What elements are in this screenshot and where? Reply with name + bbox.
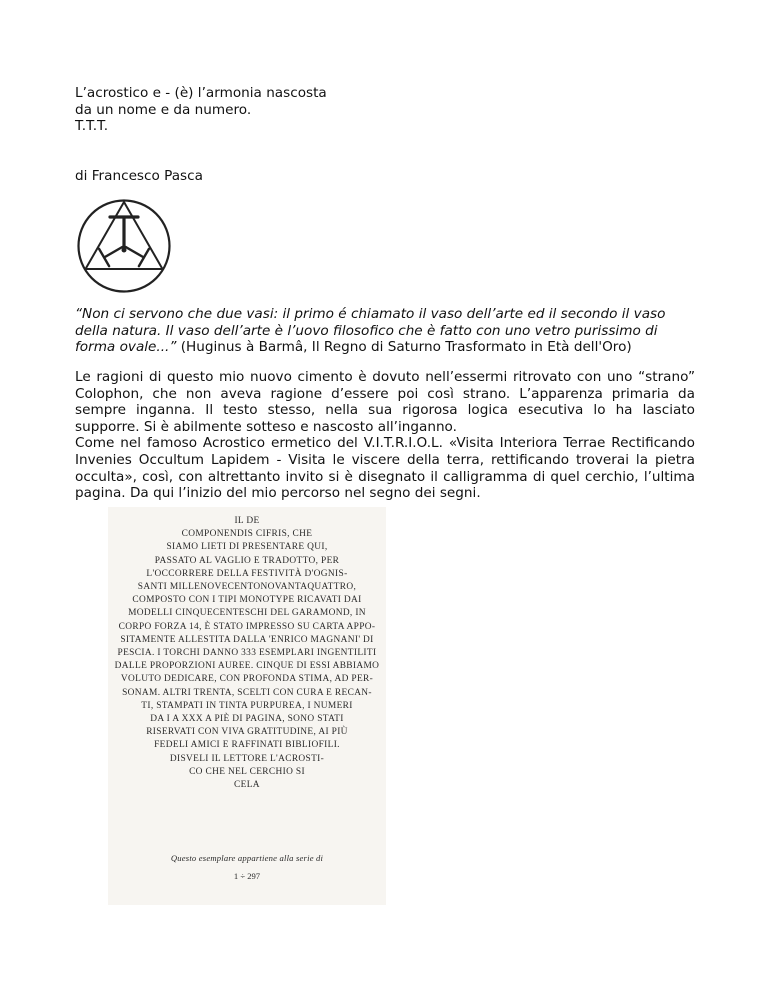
colophon-line: SIAMO LIETI DI PRESENTARE QUI,	[166, 542, 328, 553]
colophon-text	[108, 515, 386, 792]
title-line-2: da un nome e da numero.	[75, 101, 252, 118]
colophon-line: CELA	[234, 780, 260, 791]
colophon-line: DA I A XXX A PIÈ DI PAGINA, SONO STATI	[150, 714, 344, 725]
series-note: Questo esemplare appartiene alla serie di	[170, 853, 324, 863]
colophon-line: SITAMENTE ALLESTITA DALLA 'ENRICO MAGNANI' DI	[120, 634, 374, 645]
colophon-line: DALLE PROPORZIONI AUREE. CINQUE DI ESSI ABBIAMO	[114, 661, 380, 672]
colophon-line: IL DE	[234, 516, 260, 526]
colophon-line: CORPO FORZA 14, È STATO IMPRESSO SU CARTA APPO-	[118, 621, 376, 632]
colophon-line: COMPONENDIS CIFRIS, CHE	[181, 529, 313, 540]
colophon-line: TI, STAMPATI IN TINTA PURPUREA, I NUMERI	[141, 700, 353, 711]
epigraph-quote	[75, 306, 695, 356]
colophon-line: COMPOSTO CON I TIPI MONOTYPE RICAVATI DAI	[132, 595, 362, 606]
colophon-line: RISERVATI CON VIVA GRATITUDINE, AI PIÙ	[146, 727, 348, 738]
colophon-line: PESCIA. I TORCHI DANNO 333 ESEMPLARI INGENTILITI	[117, 648, 377, 659]
title-block	[75, 85, 327, 135]
quote-text: “Non ci servono che due vasi: il primo é chiamato il vaso dell’arte ed il secondo il vaso della natura. Il vaso dell’arte è l’uovo filosofico che è fatto con uno vetro purissimo di forma ovale...”	[75, 306, 666, 356]
colophon-line: DISVELI IL LETTORE L'ACROSTI-	[169, 753, 325, 764]
colophon-line: VOLUTO DEDICARE, CON PROFONDA STIMA, AD PER-	[120, 674, 374, 685]
body-text	[75, 369, 695, 502]
colophon-line: FEDELI AMICI E RAFFINATI BIBLIOFILI.	[154, 740, 340, 751]
colophon-line: SONAM. ALTRI TRENTA, SCELTI CON CURA E RECAN-	[122, 687, 372, 698]
colophon-line: MODELLI CINQUECENTESCHI DEL GARAMOND, IN	[128, 608, 366, 619]
colophon-line: SANTI MILLENOVECENTONOVANTAQUATTRO,	[137, 582, 357, 593]
triangle-circle-t-emblem-icon	[76, 198, 172, 294]
title-line-3: T.T.T.	[75, 118, 109, 135]
colophon-line: PASSATO AL VAGLIO E TRADOTTO, PER	[154, 555, 340, 566]
colophon-scan	[108, 507, 386, 905]
author-line: di Francesco Pasca	[75, 168, 203, 184]
colophon-line: L'OCCORRERE DELLA FESTIVITÀ D'OGNIS-	[146, 568, 348, 579]
title-line-1: L’acrostico e - (è) l’armonia nascosta	[75, 85, 327, 101]
body-paragraph-2: Come nel famoso Acrostico ermetico del V.I.T.R.I.O.L. «Visita Interiora Terrae Rectificando Invenies Occultum Lapidem - Visita le viscere della terra, rettificando troverai la pietra occulta», così, con altrettanto invito si è disegnato il calligramma di quel cerchio, l’ultima pagina. Da qui l’inizio del mio percorso nel segno dei segni.	[75, 435, 695, 502]
colophon-line: CO CHE NEL CERCHIO SI	[189, 766, 305, 777]
quote-attribution: (Huginus à Barmâ, Il Regno di Saturno Trasformato in Età dell'Oro)	[176, 339, 632, 356]
series-range: 1 ÷ 297	[233, 871, 261, 881]
body-paragraph-1: Le ragioni di questo mio nuovo cimento è dovuto nell’essermi ritrovato con uno “strano” Colophon, che non aveva ragione d’essere poi così strano. L’apparenza primaria da sempre inganna. Il testo stesso, nella sua rigorosa logica esecutiva lo ha lasciato supporre. Si è abilmente sotteso e nascosto all’inganno.	[75, 369, 695, 435]
